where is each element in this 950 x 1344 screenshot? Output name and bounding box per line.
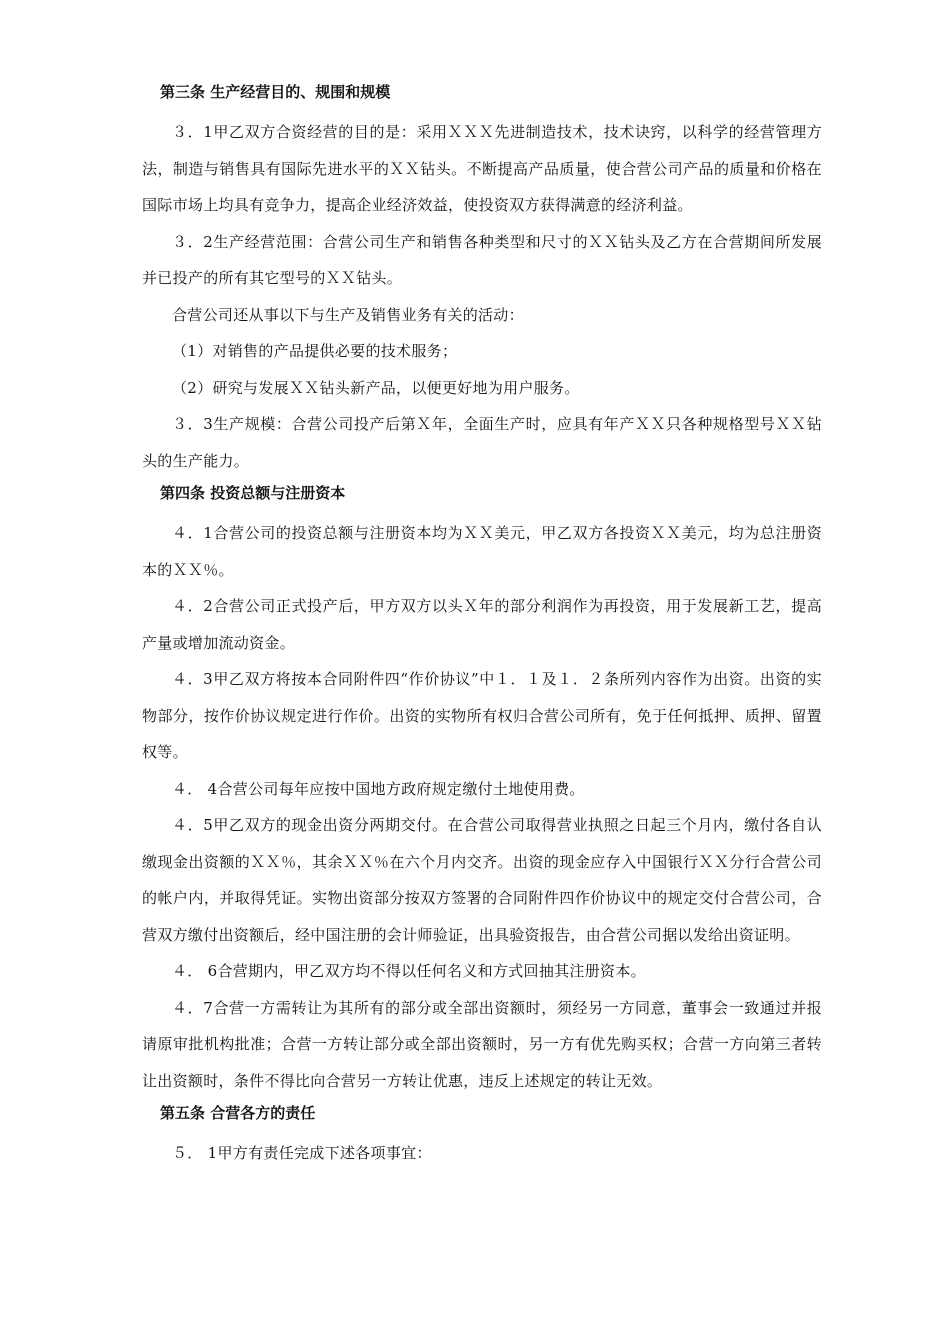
- paragraph-4-1: ４．1合营公司的投资总额与注册资本均为ＸＸ美元，甲乙双方各投资ＸＸ美元，均为总注册资本的ＸＸ％。: [142, 524, 822, 579]
- section-heading-article-3: 第三条 生产经营目的、规围和规模: [160, 83, 391, 101]
- paragraph-3-3: ３．3生产规模：合营公司投产后第Ｘ年，全面生产时，应具有年产ＸＸ只各种规格型号ＸＸ钻头的生产能力。: [142, 415, 822, 470]
- paragraph-4-7: ４．7合营一方需转让为其所有的部分或全部出资额时，须经另一方同意，董事会一致通过并报请原审批机构批准；合营一方转让部分或全部出资额时，另一方有优先购买权；合营一方向第三者转让出资额时，条件不得比向合营另一方转让优惠，违反上述规定的转让无效。: [142, 998, 822, 1090]
- paragraph-4-6: ４． 6合营期内，甲乙双方均不得以任何名义和方式回抽其注册资本。: [172, 962, 646, 980]
- paragraph-3-2: ３．2生产经营范围：合营公司生产和销售各种类型和尺寸的ＸＸ钻头及乙方在合营期间所发展并已投产的所有其它型号的ＸＸ钻头。: [142, 232, 822, 287]
- paragraph-4-4: ４． 4合营公司每年应按中国地方政府规定缴付土地使用费。: [172, 779, 585, 798]
- section-heading-article-5: 第五条 合营各方的责任: [160, 1104, 316, 1122]
- paragraph-3-item-1: （1）对销售的产品提供必要的技术服务；: [172, 342, 458, 360]
- paragraph-3-item-2: （2）研究与发展ＸＸ钻头新产品，以便更好地为用户服务。: [172, 378, 580, 397]
- paragraph-5-1: ５． 1甲方有责任完成下述各项事宜：: [172, 1144, 432, 1162]
- paragraph-4-5: ４．5甲乙双方的现金出资分两期交付。在合营公司取得营业执照之日起三个月内，缴付各自认缴现金出资额的ＸＸ％，其余ＸＸ％在六个月内交齐。出资的现金应存入中国银行ＸＸ分行合营公司的帐户内，并取得凭证。实物出资部分按双方签署的合同附件四作价协议中的规定交付合营公司，合营双方缴付出资额后，经中国注册的会计师验证，出具验资报告，由合营公司据以发给出资证明。: [142, 816, 822, 944]
- paragraph-3-activities: 合营公司还从事以下与生产及销售业务有关的活动：: [172, 305, 524, 324]
- paragraph-4-2: ４．2合营公司正式投产后，甲方双方以头Ｘ年的部分利润作为再投资，用于发展新工艺，提高产量或增加流动资金。: [142, 597, 822, 652]
- paragraph-3-1: ３．1甲乙双方合资经营的目的是：采用ＸＸＸ先进制造技术，技术诀窍，以科学的经营管理方法，制造与销售具有国际先进水平的ＸＸ钻头。不断提高产品质量，使合营公司产品的质量和价格在国际市场上均具有竞争力，提高企业经济效益，使投资双方获得满意的经济利益。: [142, 123, 822, 214]
- paragraph-4-3: ４．3甲乙双方将按本合同附件四“作价协议”中１．１及１．２条所列内容作为出资。出资的实物部分，按作价协议规定进行作价。出资的实物所有权归合营公司所有，免于任何抵押、质押、留置权等。: [142, 670, 822, 761]
- section-heading-article-4: 第四条 投资总额与注册资本: [160, 484, 346, 502]
- document-body: [142, 78, 822, 1172]
